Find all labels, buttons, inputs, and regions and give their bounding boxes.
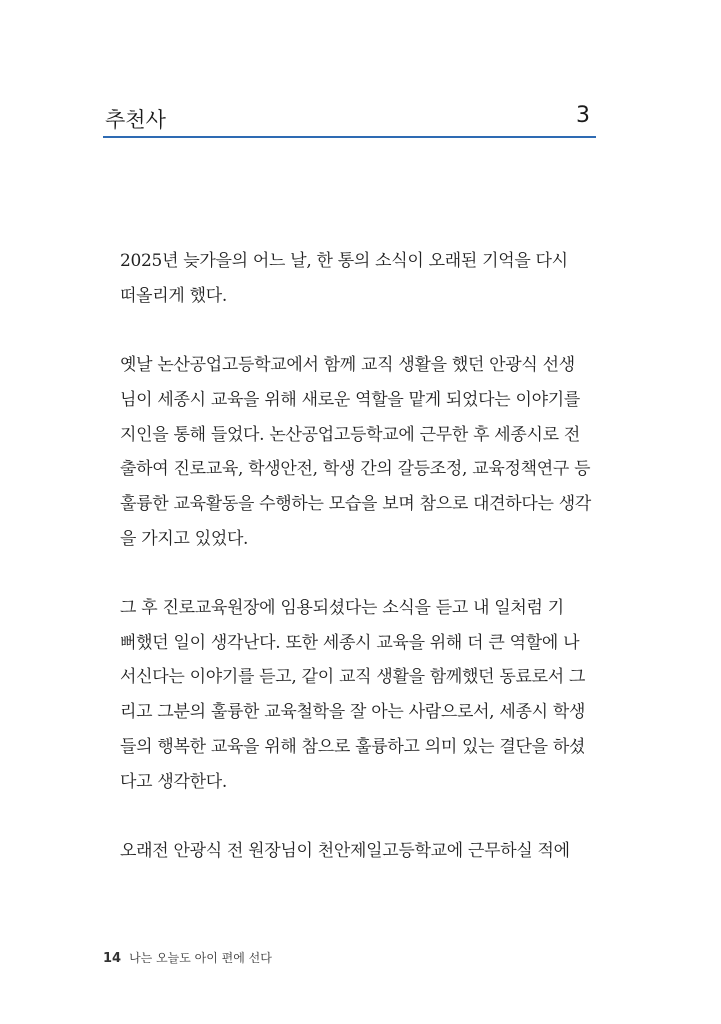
text-line: 들의 행복한 교육을 위해 참으로 훌륭하고 의미 있는 결단을 하셨 (120, 736, 586, 757)
text-line: 그 후 진로교육원장에 임용되셨다는 소식을 듣고 내 일처럼 기 (120, 598, 564, 618)
text-line: 을 가지고 있었다. (120, 528, 249, 549)
text-line: 서신다는 이야기를 듣고, 같이 교직 생활을 함께했던 동료로서 그 (120, 667, 586, 688)
paragraph (103, 591, 596, 799)
text-line: 오래전 안광식 전 원장님이 천안제일고등학교에 근무하실 적에 (120, 840, 570, 861)
paragraph (103, 348, 596, 556)
text-line: 님이 세종시 교육을 위해 새로운 역할을 맡게 되었다는 이야기를 (120, 389, 581, 410)
chapter-header (103, 100, 596, 138)
text-line: 옛날 논산공업고등학교에서 함께 교직 생활을 했던 안광식 선생 (120, 355, 575, 376)
paragraph (103, 244, 596, 313)
body-text (103, 244, 596, 903)
chapter-number: 3 (576, 103, 590, 128)
text-line: 떠올리게 했다. (120, 285, 227, 306)
text-line: 뻐했던 일이 생각난다. 또한 세종시 교육을 위해 더 큰 역할에 나 (120, 632, 580, 653)
book-title: 나는 오늘도 아이 편에 선다 (129, 951, 272, 965)
page-number: 14 (103, 951, 122, 966)
page-footer (103, 949, 272, 966)
text-line: 리고 그분의 훌륭한 교육철학을 잘 아는 사람으로서, 세종시 학생 (120, 702, 586, 723)
text-line: 다고 생각한다. (120, 771, 227, 792)
chapter-title: 추천사 (105, 108, 166, 132)
text-line: 2025년 늦가을의 어느 날, 한 통의 소식이 오래된 기억을 다시 (120, 251, 568, 271)
text-line: 출하여 진로교육, 학생안전, 학생 간의 갈등조정, 교육정책연구 등 (120, 459, 591, 480)
paragraph (103, 834, 596, 869)
text-line: 지인을 통해 들었다. 논산공업고등학교에 근무한 후 세종시로 전 (120, 424, 581, 445)
text-line: 훌륭한 교육활동을 수행하는 모습을 보며 참으로 대견하다는 생각 (120, 493, 592, 514)
